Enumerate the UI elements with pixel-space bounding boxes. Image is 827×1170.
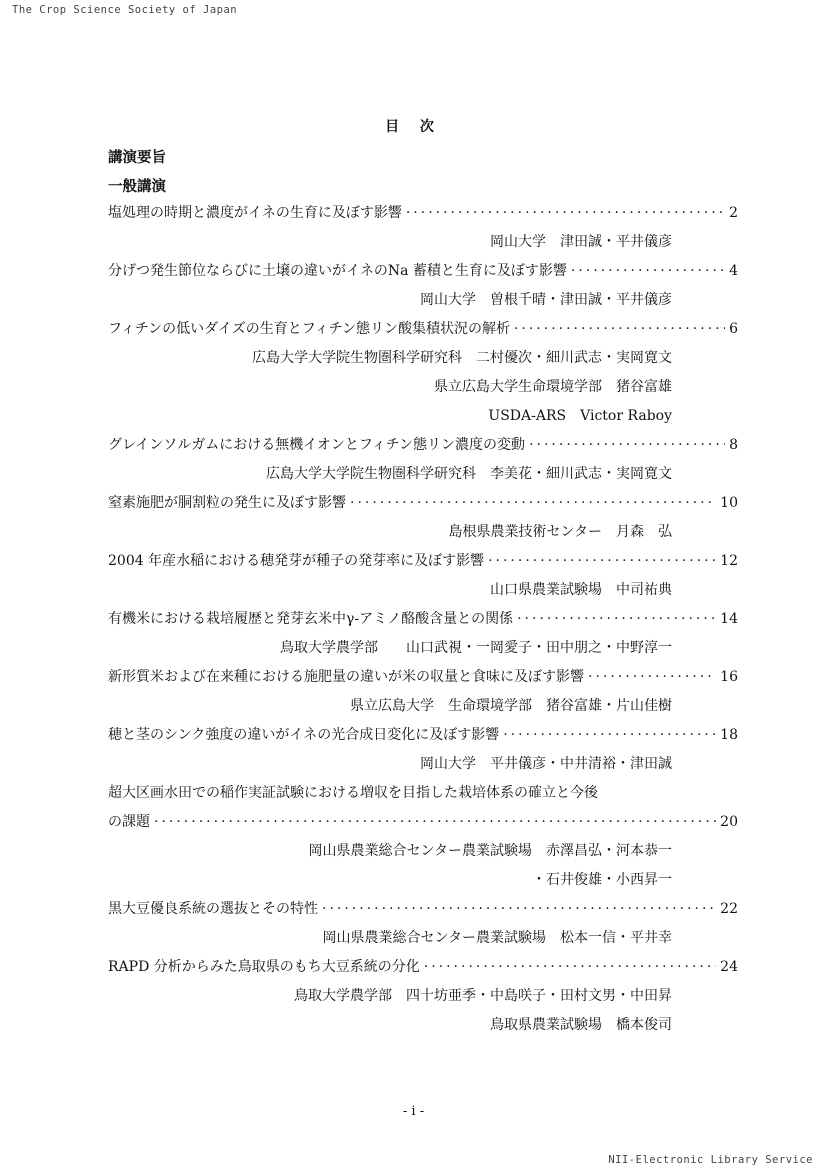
dot-leader	[322, 895, 716, 924]
toc-entry[interactable]	[108, 605, 738, 634]
toc-entry-title: 窒素施肥が胴割粒の発生に及ぼす影響	[108, 495, 346, 511]
dot-leader	[406, 199, 725, 228]
toc-entry-authors: 鳥取県農業試験場 橋本俊司	[490, 1017, 672, 1033]
toc-entry-page: 12	[720, 553, 738, 569]
toc-entry-authors: 岡山大学 曽根千晴・津田誠・平井儀彦	[420, 292, 672, 308]
dot-leader	[488, 547, 716, 576]
toc-entry-title-line: 超大区画水田での稲作実証試験における増収を目指した栽培体系の確立と今後	[108, 785, 598, 801]
toc-entry-page: 4	[729, 263, 738, 279]
dot-leader	[571, 257, 725, 286]
section-heading-general: 一般講演	[108, 179, 166, 195]
toc-entry-page: 2	[729, 205, 738, 221]
toc-entry-authors: 岡山県農業総合センター農業試験場 赤澤昌弘・河本恭一	[308, 843, 672, 859]
toc-entry-authors: 岡山県農業総合センター農業試験場 松本一信・平井幸	[322, 930, 672, 946]
toc-entry-page: 10	[720, 495, 738, 511]
toc-entry-page: 18	[720, 727, 738, 743]
toc-entry-title: 2004 年産水稲における穂発芽が種子の発芽率に及ぼす影響	[108, 553, 485, 569]
page-title: 目 次	[385, 119, 442, 135]
dot-leader	[424, 953, 716, 982]
toc-entry[interactable]	[108, 199, 738, 228]
toc-entry-authors: 鳥取大学農学部 山口武視・一岡愛子・田中朋之・中野淳一	[280, 640, 672, 656]
toc-entry[interactable]	[108, 257, 738, 286]
dot-leader	[529, 431, 725, 460]
page-number: - i -	[402, 1104, 425, 1119]
toc-entry[interactable]	[108, 808, 738, 837]
dot-leader	[154, 808, 716, 837]
toc-entry-authors: 岡山大学 津田誠・平井儀彦	[490, 234, 672, 250]
toc-entry-title: 有機米における栽培履歴と発芽玄米中γ-アミノ酪酸含量との関係	[108, 611, 514, 627]
toc-entry-page: 6	[729, 321, 738, 337]
dot-leader	[503, 721, 716, 750]
dot-leader	[517, 605, 716, 634]
toc-entry[interactable]	[108, 489, 738, 518]
toc-entry-title: RAPD 分析からみた鳥取県のもち大豆系統の分化	[108, 959, 420, 975]
toc-entry[interactable]	[108, 953, 738, 982]
toc-entry[interactable]	[108, 547, 738, 576]
toc-entry[interactable]	[108, 315, 738, 344]
society-header: The Crop Science Society of Japan	[12, 4, 238, 16]
dot-leader	[514, 315, 725, 344]
library-footer: NII-Electronic Library Service	[608, 1154, 813, 1166]
toc-entry-title: 穂と茎のシンク強度の違いがイネの光合成日変化に及ぼす影響	[108, 727, 500, 743]
toc-entry-page: 22	[720, 901, 738, 917]
toc-entry-authors: 広島大学大学院生物圏科学研究科 李美花・細川武志・実岡寛文	[266, 466, 672, 482]
toc-entry-title: フィチンの低いダイズの生育とフィチン態リン酸集積状況の解析	[108, 321, 510, 337]
toc-entry-title: 分げつ発生節位ならびに土壌の違いがイネのNa 蓄積と生育に及ぼす影響	[108, 263, 567, 279]
toc-entry-page: 20	[720, 814, 738, 830]
toc-entry[interactable]	[108, 721, 738, 750]
dot-leader	[350, 489, 716, 518]
toc-entry-authors: USDA-ARS Victor Raboy	[488, 408, 672, 424]
section-heading-keynote: 講演要旨	[108, 150, 166, 166]
toc-entry-authors: 広島大学大学院生物圏科学研究科 二村優次・細川武志・実岡寛文	[252, 350, 672, 366]
toc-entry-authors: 岡山大学 平井儀彦・中井清裕・津田誠	[420, 756, 672, 772]
toc-entry[interactable]	[108, 431, 738, 460]
toc-entry[interactable]	[108, 663, 738, 692]
toc-entry-authors: 県立広島大学生命環境学部 猪谷富雄	[434, 379, 672, 395]
toc-entry-page: 16	[720, 669, 738, 685]
toc-entry-title: 塩処理の時期と濃度がイネの生育に及ぼす影響	[108, 205, 402, 221]
toc-entry-authors: ・石井俊雄・小西昇一	[532, 872, 672, 888]
toc-entry-page: 8	[729, 437, 738, 453]
toc-entry-page: 24	[720, 959, 738, 975]
toc-entry-title: グレインソルガムにおける無機イオンとフィチン態リン濃度の変動	[108, 437, 526, 453]
toc-entry[interactable]	[108, 895, 738, 924]
toc-entry-authors: 島根県農業技術センター 月森 弘	[448, 524, 672, 540]
toc-entry-authors: 県立広島大学 生命環境学部 猪谷富雄・片山佳樹	[350, 698, 672, 714]
toc-entry-authors: 鳥取大学農学部 四十坊亜季・中島咲子・田村文男・中田昇	[294, 988, 672, 1004]
toc-entry-title: 新形質米および在来種における施肥量の違いが米の収量と食味に及ぼす影響	[108, 669, 584, 685]
toc-entry-title: の課題	[108, 814, 150, 830]
table-of-contents	[108, 199, 738, 1040]
toc-entry-page: 14	[720, 611, 738, 627]
toc-entry-title: 黒大豆優良系統の選抜とその特性	[108, 901, 318, 917]
toc-entry-authors: 山口県農業試験場 中司祐典	[490, 582, 672, 598]
dot-leader	[588, 663, 716, 692]
